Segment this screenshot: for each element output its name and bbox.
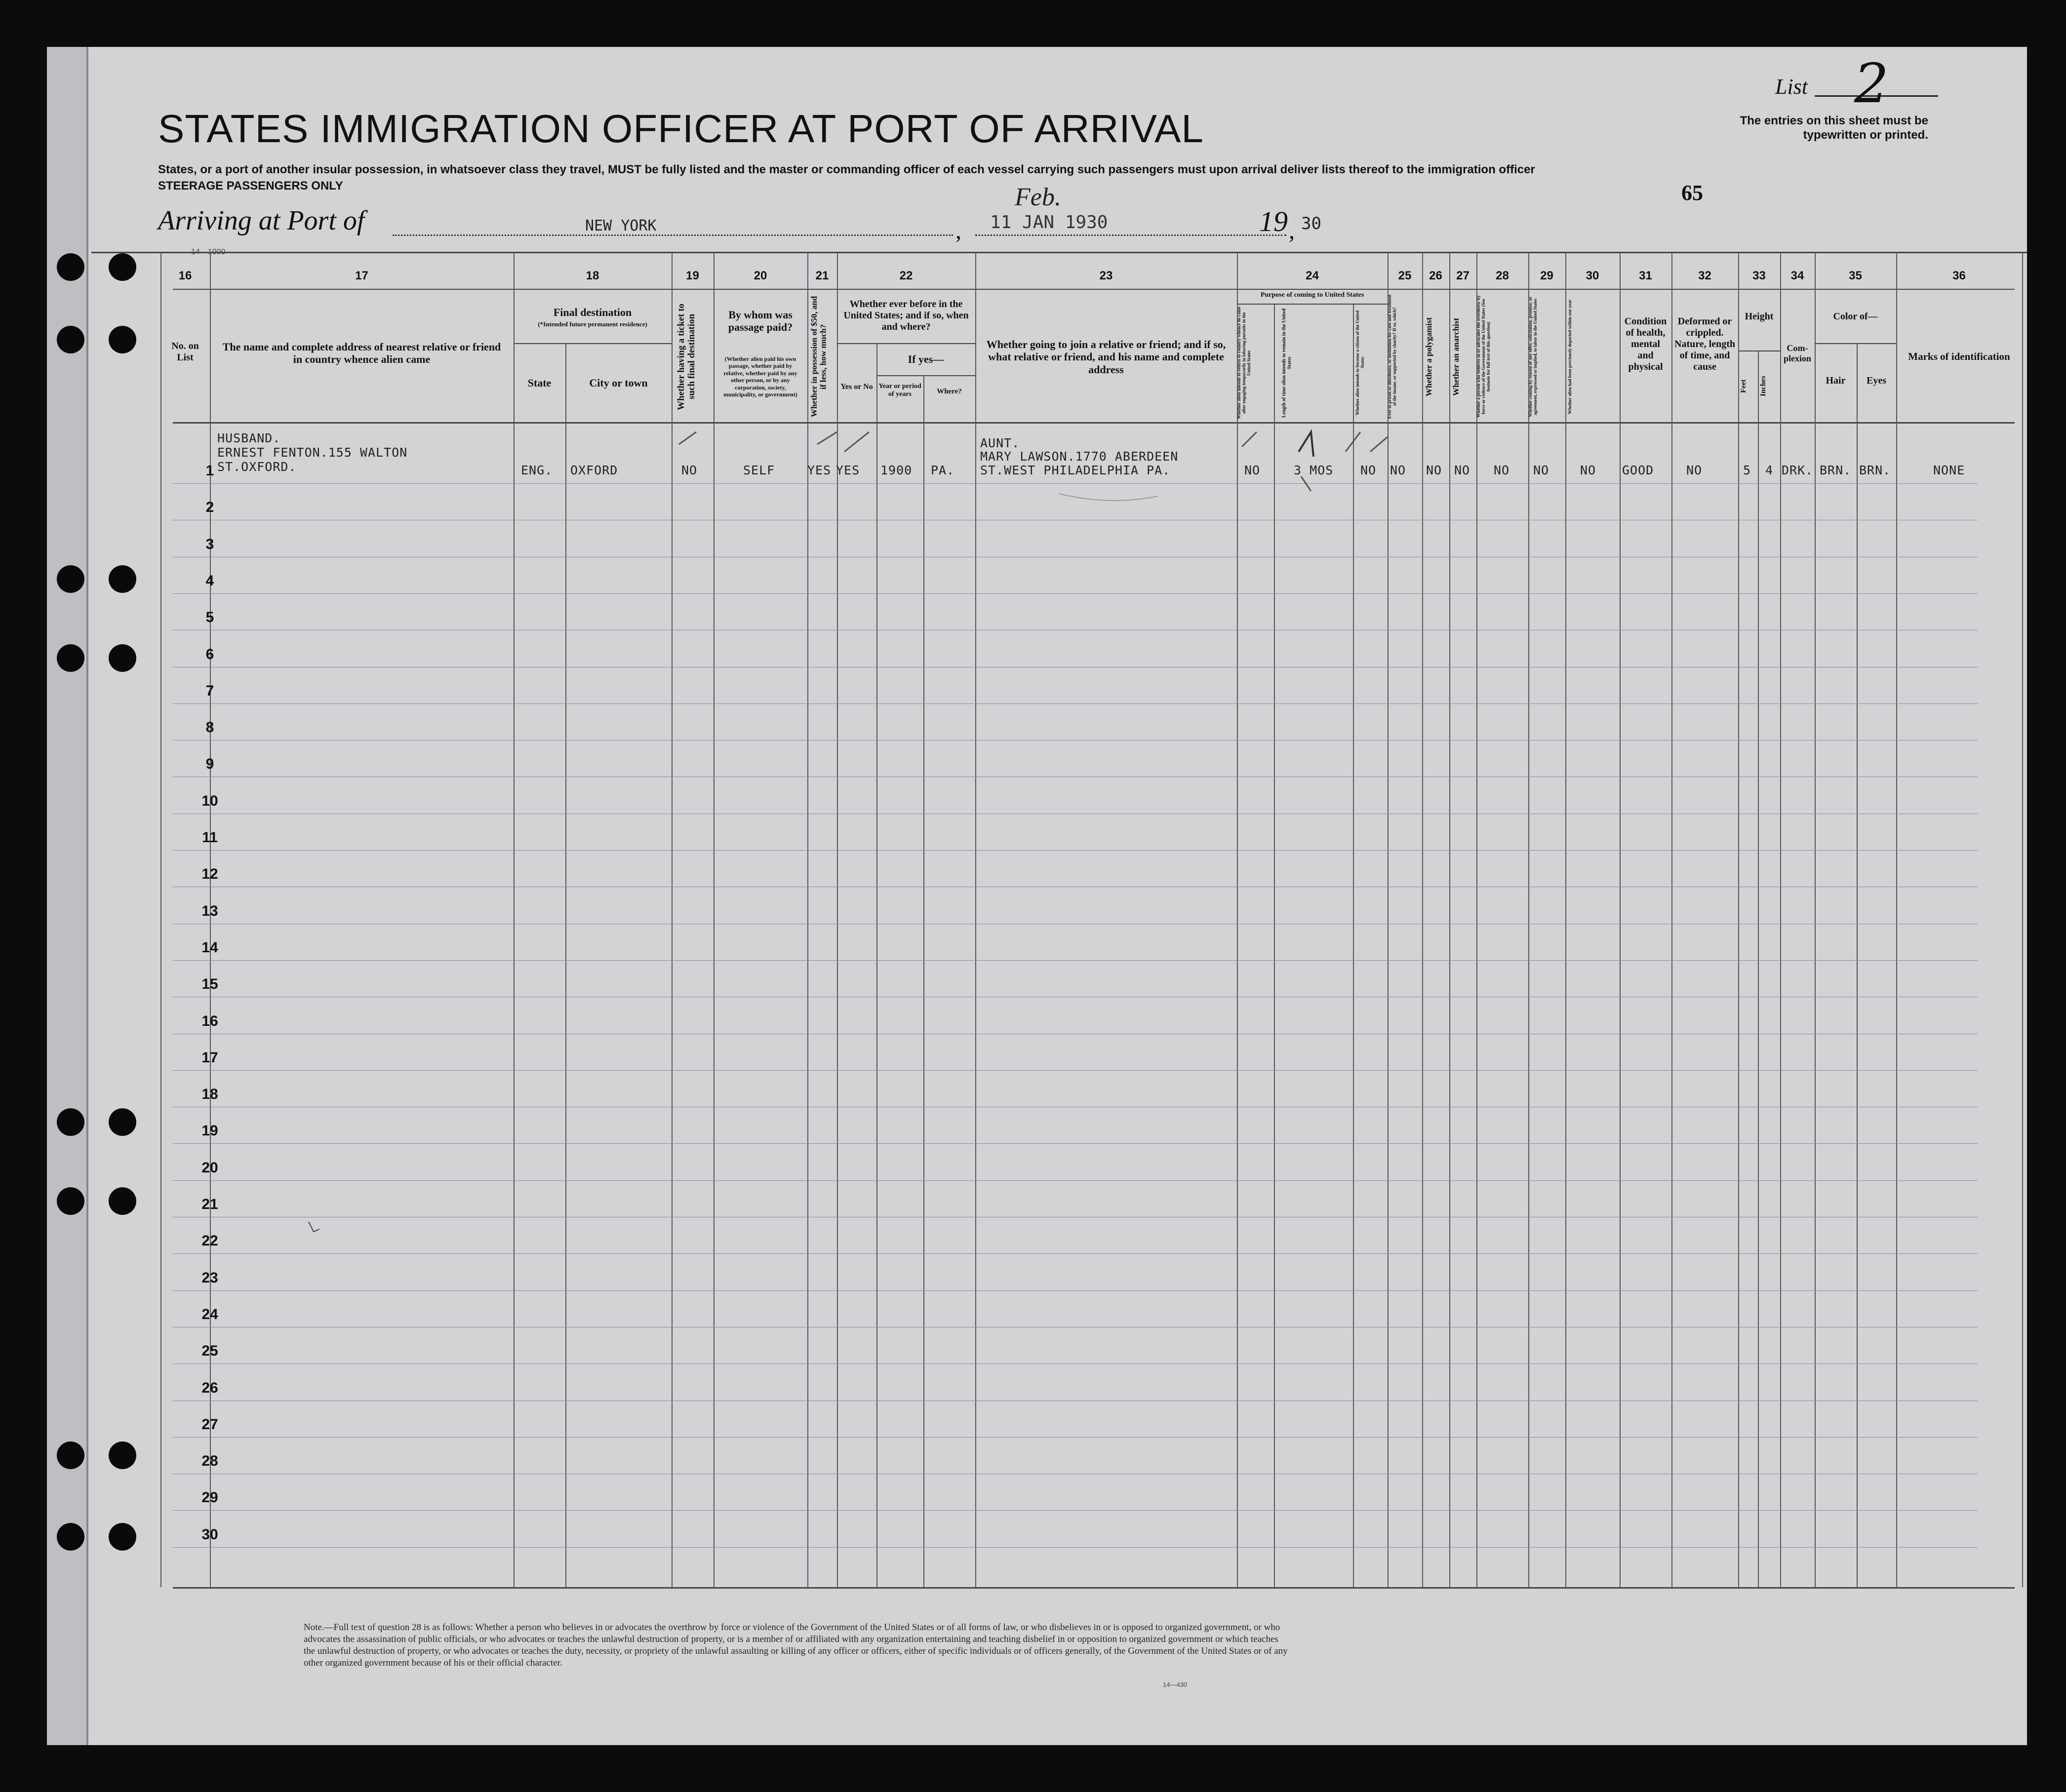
row-number: 25 (201, 1343, 218, 1359)
prison-value: NO (1390, 463, 1406, 477)
date-handwritten: Feb. (1015, 183, 1061, 211)
col-header-18-state: State (527, 377, 552, 389)
row-number: 26 (201, 1380, 218, 1396)
col-line (1780, 252, 1781, 1587)
row-rule (173, 483, 1978, 484)
before-in-us-value: YES (836, 463, 860, 477)
col-line (672, 252, 673, 1587)
list-label: List (1775, 75, 1808, 99)
row-rule (173, 1437, 1978, 1438)
become-citizen-value: NO (1360, 463, 1377, 477)
footer-form-code: 14—430 (1163, 1681, 1188, 1688)
col-header-24-b: Length of time alien intends to remain in the United States (1281, 308, 1292, 418)
list-number: 2 (1854, 52, 1889, 115)
col-line (1422, 252, 1423, 1587)
col-header-20-note: (Whether alien paid his own passage, whether paid by relative, whether paid by any other person, or by any corporation, society, municipality, or government) (723, 355, 797, 398)
row-number: 16 (201, 1013, 218, 1029)
col-header-33-feet: Feet (1740, 379, 1748, 393)
joining-address-line1: MARY LAWSON.1770 ABERDEEN (980, 449, 1179, 464)
punch-hole (109, 1523, 136, 1551)
footer-note: Note.—Full text of question 28 is as follows: Whether a person who believes in or advocates the overthrow by force or violence of the Government of the United States or of all forms of law, or who disbelieves in or is opposed to organized government, or who advocates the assassination of public officials, or who advocates or teaches the unlawful destruction of property, or is a member of or affiliated with any organization entertaining and teaching disbelief in or opposition to organized government or which teaches the unlawful destruction of property, or who advocates or teaches the duty, necessity, or propriety of the unlawful assaulting or killing of any officer or officers, either of specific individuals or of officers generally, of the Government of the United States or of any other organized government because of his or their official character. (304, 1622, 1288, 1668)
marks-value: NONE (1933, 463, 1965, 477)
row-number: 27 (201, 1416, 218, 1433)
row-number: 21 (201, 1196, 218, 1212)
relative-address-line2: ST.OXFORD. (217, 460, 297, 474)
col-line (1738, 252, 1739, 1587)
col-line (714, 252, 715, 1587)
row-number: 6 (205, 646, 214, 662)
col-num-35: 35 (1849, 269, 1862, 282)
check-mark (679, 432, 696, 444)
col-line (837, 252, 838, 1587)
polygamist-value: NO (1426, 463, 1442, 477)
row-number: 11 (202, 829, 218, 846)
row-number: 24 (201, 1306, 218, 1323)
punch-hole (57, 644, 84, 672)
page-number: 65 (1681, 181, 1703, 205)
col-line (1620, 252, 1621, 1587)
joining-address-line2: ST.WEST PHILADELPHIA PA. (980, 463, 1171, 477)
header-subtitle: States, or a port of another insular possession, in whatsoever class they travel, MUST be fully listed and the master or commanding officer of each vessel carrying such passengers must upon arrival deliver lists thereof to the immigration officer (158, 163, 1535, 176)
ticket-value: NO (681, 463, 698, 477)
left-margin-strip (47, 47, 88, 1745)
subhead-rule (876, 375, 975, 376)
hair-value: BRN. (1820, 463, 1852, 477)
before-where-value: PA. (931, 463, 955, 477)
col-header-35: Color of— (1833, 311, 1878, 322)
stray-mark (309, 1222, 319, 1232)
col-header-26: Whether a polygamist (1424, 317, 1433, 396)
col-line (1388, 252, 1389, 1587)
date-stamp: 11 JAN 1930 (990, 212, 1108, 233)
punch-hole (57, 1523, 84, 1551)
col-header-18: Final destination (553, 306, 632, 318)
col-line (514, 252, 515, 1587)
check-mark (817, 432, 837, 444)
port-dotted-line (393, 234, 953, 236)
subhead-rule (837, 343, 975, 344)
intends-return-value: NO (1244, 463, 1261, 477)
anarchist-value: NO (1454, 463, 1470, 477)
height-inches-value: 4 (1765, 463, 1774, 477)
subhead-rule (1237, 304, 1388, 305)
punch-hole (57, 565, 84, 593)
punch-hole (109, 1441, 136, 1469)
col-header-36: Marks of identification (1908, 351, 2010, 362)
before-year-value: 1900 (880, 463, 913, 477)
row-number: 18 (201, 1086, 218, 1102)
punch-hole (57, 326, 84, 353)
row-number: 10 (201, 793, 218, 809)
deformed-value: NO (1686, 463, 1703, 477)
punch-hole (109, 253, 136, 281)
punch-hole (57, 1108, 84, 1136)
col-header-24: Purpose of coming to United States (1260, 291, 1364, 299)
row-number: 2 (205, 499, 214, 515)
joining-relation: AUNT. (980, 436, 1020, 450)
punch-hole (109, 565, 136, 593)
col-num-33: 33 (1752, 269, 1766, 282)
dest-state: ENG. (521, 463, 553, 477)
col-header-30: Whether alien had been previously deported within one year (1567, 299, 1572, 414)
col-num-32: 32 (1698, 269, 1711, 282)
punch-hole (109, 644, 136, 672)
punch-hole (57, 253, 84, 281)
punch-hole (109, 1187, 136, 1215)
col-line (1896, 252, 1897, 1587)
row-number: 8 (205, 719, 214, 736)
row-number: 28 (201, 1453, 218, 1469)
page-title: STATES IMMIGRATION OFFICER AT PORT OF ARRIVAL (158, 107, 1204, 151)
col-header-22-ifyes: If yes— (908, 353, 944, 365)
col-header-24-a: Whether alien intends to return to country whence he came after engaging temporarily in laboring pursuits in the United States (1236, 307, 1251, 419)
col-line (1565, 252, 1566, 1587)
col-header-24-c: Whether alien intends to become a citizen of the United States (1355, 310, 1365, 416)
class-line: STEERAGE PASSENGERS ONLY (158, 179, 343, 193)
comma: , (1289, 218, 1295, 244)
col-header-22-yesno: Yes or No (840, 383, 873, 391)
col-num-20: 20 (754, 269, 767, 282)
col-num-30: 30 (1586, 269, 1599, 282)
col-line (1237, 252, 1238, 1587)
height-feet-value: 5 (1743, 463, 1751, 477)
col-header-33-inches: Inches (1759, 376, 1767, 397)
col-num-19: 19 (686, 269, 699, 282)
col-num-36: 36 (1952, 269, 1966, 282)
row-rule (173, 1143, 1978, 1144)
dest-city: OXFORD (570, 463, 618, 477)
row-number: 9 (205, 756, 214, 772)
row-number: 17 (201, 1050, 218, 1066)
row-rule (173, 1180, 1978, 1181)
row-rule (173, 593, 1978, 594)
col-header-19: Whether having a ticket to such final destination (676, 303, 697, 410)
row-rule (173, 960, 1978, 961)
health-value: GOOD (1622, 463, 1654, 477)
col-num-17: 17 (355, 269, 368, 282)
form-number: 14—1000 (191, 248, 226, 256)
col-num-25: 25 (1398, 269, 1412, 282)
col-line (2022, 252, 2023, 1587)
faint-stroke (1059, 494, 1158, 501)
col-header-28: Whether a person who believes in or advocates the overthrow by force or violence of the Government of the United States (See footnote for full text of this question) (1476, 295, 1491, 418)
offer-labor-value: NO (1533, 463, 1550, 477)
row-rule (173, 1363, 1978, 1364)
row-rule (173, 1290, 1978, 1291)
col-num-31: 31 (1639, 269, 1652, 282)
date-dotted-line (975, 234, 1286, 236)
col-num-29: 29 (1540, 269, 1553, 282)
deported-value: NO (1580, 463, 1596, 477)
row-number: 14 (201, 939, 218, 956)
punch-hole (57, 1441, 84, 1469)
has-50-value: YES (807, 463, 832, 477)
col-header-16: No. on List (171, 341, 199, 363)
col-line (1528, 252, 1529, 1587)
row-number: 20 (201, 1160, 218, 1176)
row-number: 13 (201, 903, 218, 919)
col-num-28: 28 (1496, 269, 1509, 282)
row-number: 30 (201, 1526, 218, 1543)
row-rule (173, 703, 1978, 704)
col-num-16: 16 (178, 269, 192, 282)
arriving-label: Arriving at Port of (158, 205, 365, 236)
row-number: 5 (205, 609, 214, 625)
col-header-25: Ever in prison or almshouse, or institution for care and treatment of the insane, or supported by charity? If so, which? (1387, 294, 1397, 419)
check-mark (1301, 476, 1311, 491)
col-num-24: 24 (1306, 269, 1319, 282)
col-header-34: Com- plexion (1783, 343, 1811, 363)
year-suffix: 30 (1301, 214, 1321, 234)
col-line (975, 252, 976, 1587)
row-number: 1 (205, 463, 214, 479)
col-line (1815, 252, 1816, 1587)
col-header-20: By whom was passage paid? (728, 309, 793, 334)
col-header-22-year: Year or period of years (878, 383, 921, 398)
row-rule (173, 1510, 1978, 1511)
table-top-rule (91, 252, 2027, 253)
check-mark (1370, 437, 1388, 452)
col-header-17: The name and complete address of nearest relative or friend in country whence alien came (222, 341, 501, 366)
col-num-22: 22 (899, 269, 913, 282)
col-header-29: Whether coming by reason of any offer, solicitation, promise, or agreement, expressed or implied, to labor in the United States (1528, 296, 1538, 417)
col-num-34: 34 (1790, 269, 1804, 282)
overthrow-value: NO (1494, 463, 1510, 477)
col-header-18-note: (*Intended future permanent residence) (538, 320, 647, 328)
col-header-35-eyes: Eyes (1867, 375, 1886, 386)
check-mark (1299, 432, 1313, 457)
table-bottom-rule (173, 1587, 2015, 1589)
col-num-26: 26 (1429, 269, 1442, 282)
col-num-23: 23 (1099, 269, 1113, 282)
col-header-27: Whether an anarchist (1451, 317, 1461, 396)
port-value: NEW YORK (585, 217, 657, 234)
row-number: 22 (201, 1233, 218, 1249)
col-line (1274, 304, 1275, 1587)
subhead-rule (514, 343, 672, 344)
row-number: 7 (205, 683, 214, 699)
col-header-33: Height (1745, 311, 1774, 322)
manifest-page (47, 47, 2027, 1745)
col-header-22-where: Where? (937, 388, 962, 395)
col-line (1476, 252, 1477, 1587)
col-header-32: Deformed or crippled. Nature, length of time, and cause (1674, 316, 1735, 372)
row-rule (173, 1253, 1978, 1254)
length-stay-value: 3 MOS (1294, 463, 1334, 477)
row-number: 12 (201, 866, 218, 882)
comma: , (955, 218, 961, 244)
inspector-marks (47, 47, 2027, 1745)
punch-hole (57, 1187, 84, 1215)
row-rule (173, 1070, 1978, 1071)
col-line (1671, 252, 1672, 1587)
subhead-rule (1815, 343, 1896, 344)
col-line (1353, 304, 1354, 1587)
complexion-value: DRK. (1782, 463, 1814, 477)
row-rule (173, 850, 1978, 851)
col-header-21: Whether in possession of $50, and if less, how much? (809, 296, 828, 418)
col-header-35-hair: Hair (1826, 375, 1846, 386)
col-line (160, 252, 161, 1587)
punch-hole (109, 1108, 136, 1136)
row-number: 15 (201, 976, 218, 992)
row-rule (173, 1547, 1978, 1548)
typewritten-notice: The entries on this sheet must be typewritten or printed. (1740, 114, 1928, 142)
col-header-22: Whether ever before in the United States; and if so, when and where? (843, 299, 969, 332)
col-num-18: 18 (586, 269, 599, 282)
row-number: 3 (205, 536, 214, 552)
col-line (1758, 351, 1759, 1587)
row-number: 4 (205, 573, 214, 589)
col-header-23: Whether going to join a relative or friend; and if so, what relative or friend, and his name and complete address (986, 338, 1226, 376)
row-number: 19 (201, 1123, 218, 1139)
col-header-18-city: City or town (589, 377, 648, 389)
col-num-27: 27 (1456, 269, 1470, 282)
check-mark (1242, 432, 1257, 447)
row-number: 29 (201, 1489, 218, 1506)
punch-hole (109, 326, 136, 353)
passage-paid-value: SELF (743, 463, 775, 477)
col-line (1449, 252, 1450, 1587)
year-prefix: 19 (1259, 205, 1288, 237)
check-mark (844, 432, 869, 452)
col-line (807, 252, 808, 1587)
relative-relation: HUSBAND. (217, 431, 281, 445)
row-number: 23 (201, 1270, 218, 1286)
col-header-31: Condition of health, mental and physical (1624, 316, 1667, 372)
relative-address-line1: ERNEST FENTON.155 WALTON (217, 445, 408, 460)
eyes-value: BRN. (1859, 463, 1891, 477)
col-num-21: 21 (815, 269, 829, 282)
